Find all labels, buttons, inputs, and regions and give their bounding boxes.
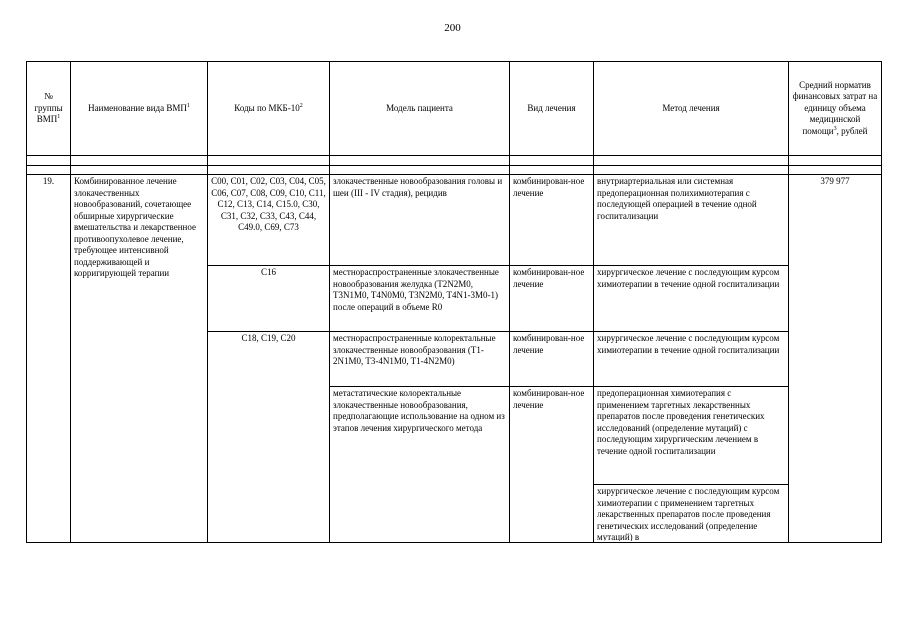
header-vmp-name: Наименование вида ВМП$^1$ (71, 62, 208, 156)
table-row (27, 175, 882, 266)
patient-model: местнораспространенные колоректальные злокачественные новообразования (T1-2N1M0, T3-4N1M0, T1-4N2M0) (330, 332, 510, 387)
icd-codes: C16 (208, 266, 330, 332)
group-number: 19. (27, 175, 71, 543)
treatment-type: комбинирован-ное лечение (510, 175, 594, 266)
treatment-method: внутриартериальная или системная предоперационная полихимиотерапия с последующей операцией в течение одной госпитализации (594, 175, 789, 266)
treatment-type: комбинирован-ное лечение (510, 387, 594, 543)
spacer-row (27, 166, 882, 175)
treatment-type: комбинирован-ное лечение (510, 332, 594, 387)
header-row (27, 62, 882, 156)
header-icd-codes: Коды по МКБ-$10^2$ (208, 62, 330, 156)
patient-model: злокачественные новообразования головы и шеи (III - IV стадия), рецидив (330, 175, 510, 266)
treatment-method (594, 485, 789, 543)
icd-codes: C18, C19, C20 (208, 332, 330, 543)
icd-codes: C00, C01, C02, C03, C04, C05, C06, C07, C08, C09, C10, C11, C12, C13, C14, C15.0, C30, C31, C32, C33, C43, C44, C49.0, C69, C73 (208, 175, 330, 266)
treatment-type: комбинирован-ное лечение (510, 266, 594, 332)
treatment-method: хирургическое лечение с последующим курсом химиотерапии в течение одной госпитализации (594, 266, 789, 332)
patient-model: метастатические колоректальные злокачественные новообразования, предполагающие использование на одном из этапов лечения хирургического метода (330, 387, 510, 543)
vmp-name: Комбинированное лечение злокачественных новообразований, сочетающее обширные хирургические вмешательства и лекарственное противоопухолевое лечение, требующее интенсивной поддерживающей и корригирующей терапии (71, 175, 208, 543)
header-treatment-type: Вид лечения (510, 62, 594, 156)
cost-norm: 379 977 (789, 175, 882, 543)
vmp-table (26, 61, 882, 543)
header-treatment-method: Метод лечения (594, 62, 789, 156)
header-patient-model: Модель пациента (330, 62, 510, 156)
treatment-method: предоперационная химиотерапия с применением таргетных лекарственных препаратов после проведения генетических исследований (определение мутаций) с последующим хирургическим лечением в течение одной госпитализации (594, 387, 789, 485)
treatment-method: хирургическое лечение с последующим курсом химиотерапии в течение одной госпитализации (594, 332, 789, 387)
header-cost-norm: Средний норматив финансовых затрат на единицу объема медицинской помощи$^3$, рублей (789, 62, 882, 156)
page-number: 200 (444, 22, 461, 34)
patient-model: местнораспространенные злокачественные новообразования желудка (T2N2M0, T3N1M0, T4N0M0, T3N2M0, T4N1-3M0-1) после операций в объеме R0 (330, 266, 510, 332)
header-group-number: № группы ВМП$^1$ (27, 62, 71, 156)
treatment-method-text: хирургическое лечение с последующим курсом химиотерапии с применением таргетных лекарственных препаратов после проведения генетических исследований (определение мутаций) в (597, 486, 780, 541)
blank-row (27, 156, 882, 166)
